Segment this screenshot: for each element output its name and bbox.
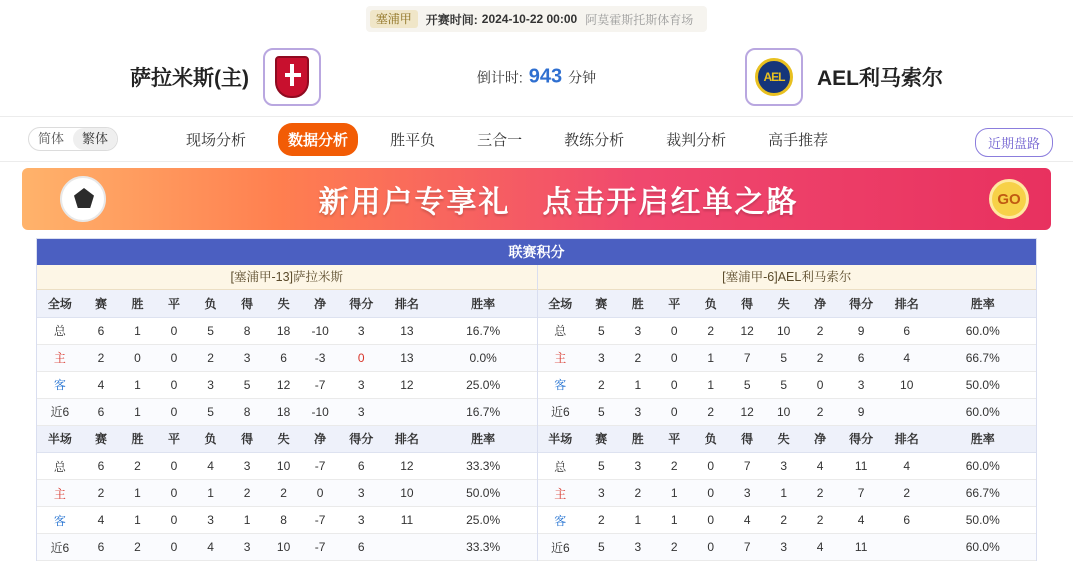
cell: 0 <box>156 507 193 534</box>
cell: 6 <box>338 453 384 480</box>
th-scope: 半场 <box>538 426 584 453</box>
cell: 2 <box>802 398 838 425</box>
cell-scope: 近6 <box>538 398 584 425</box>
cell: 10 <box>884 371 930 398</box>
cell: 5 <box>583 453 619 480</box>
table-row <box>37 317 537 344</box>
th-goals-against: 失 <box>765 426 801 453</box>
countdown-value: 943 <box>528 65 563 88</box>
cell: 6 <box>83 453 120 480</box>
promo-go-button[interactable]: GO <box>989 179 1029 219</box>
cell: 1 <box>119 507 156 534</box>
th-goals-for: 得 <box>229 290 266 317</box>
cell: 5 <box>192 398 229 425</box>
cell: 2 <box>802 344 838 371</box>
cell: 3 <box>583 480 619 507</box>
lang-traditional[interactable]: 繁体 <box>73 128 117 150</box>
cell: 7 <box>729 453 765 480</box>
th-goal-diff: 净 <box>302 426 339 453</box>
tab-win-draw-lose[interactable]: 胜平负 <box>390 131 436 149</box>
cell: 1 <box>692 344 728 371</box>
th-played: 赛 <box>83 426 120 453</box>
th-winrate: 胜率 <box>930 290 1036 317</box>
tab-live-analysis[interactable]: 现场分析 <box>186 131 247 149</box>
home-team-badge-icon <box>263 48 321 106</box>
language-toggle[interactable] <box>28 127 118 151</box>
nav-items <box>176 123 838 156</box>
tab-expert-picks[interactable]: 高手推荐 <box>768 131 829 149</box>
cell-scope: 主 <box>37 344 83 371</box>
tab-referee-analysis[interactable]: 裁判分析 <box>666 131 727 149</box>
cell: 1 <box>656 507 692 534</box>
cell: 1 <box>119 480 156 507</box>
cell: 2 <box>656 534 692 561</box>
cell: 0 <box>338 344 384 371</box>
cell: 4 <box>192 534 229 561</box>
cell-scope: 近6 <box>538 534 584 561</box>
table-row <box>538 534 1037 561</box>
cell: 6 <box>83 534 120 561</box>
league-tag: 塞浦甲 <box>370 10 418 28</box>
th-rank: 排名 <box>884 290 930 317</box>
th-played: 赛 <box>583 426 619 453</box>
soccer-ball-icon <box>60 176 106 222</box>
cell: 0 <box>656 371 692 398</box>
th-goals-for: 得 <box>729 290 765 317</box>
cell: 3 <box>620 317 656 344</box>
cell: 4 <box>83 371 120 398</box>
cell: 10 <box>265 453 302 480</box>
cell: 5 <box>729 371 765 398</box>
recent-odds-button[interactable]: 近期盘路 <box>975 128 1053 157</box>
away-halftime-table <box>538 426 1037 562</box>
table-row <box>538 453 1037 480</box>
promo-banner[interactable] <box>22 168 1051 230</box>
cell: 4 <box>802 534 838 561</box>
cell: 6 <box>338 534 384 561</box>
cell: 4 <box>884 344 930 371</box>
cell: 2 <box>802 480 838 507</box>
home-team-name: 萨拉米斯(主) <box>130 67 249 90</box>
cell: 8 <box>229 398 266 425</box>
match-info-pill <box>366 6 707 32</box>
cell: 25.0% <box>430 371 537 398</box>
cell: 10 <box>765 398 801 425</box>
cell: 4 <box>192 453 229 480</box>
cell <box>384 534 430 561</box>
th-played: 赛 <box>583 290 619 317</box>
cell: 13 <box>384 317 430 344</box>
cell <box>384 398 430 425</box>
cell: 3 <box>192 507 229 534</box>
cell: 3 <box>229 534 266 561</box>
cell: 0 <box>156 317 193 344</box>
cell: 60.0% <box>930 398 1036 425</box>
cell <box>884 398 930 425</box>
cell: 2 <box>583 371 619 398</box>
lang-simplified[interactable]: 简体 <box>38 131 65 146</box>
cell: 0 <box>156 371 193 398</box>
cell: 12 <box>384 453 430 480</box>
th-goals-against: 失 <box>265 426 302 453</box>
cell-scope: 总 <box>37 317 83 344</box>
table-row <box>538 371 1037 398</box>
cell: -3 <box>302 344 339 371</box>
cell: 6 <box>884 507 930 534</box>
cell-scope: 主 <box>538 480 584 507</box>
cell: 6 <box>884 317 930 344</box>
th-rank: 排名 <box>384 426 430 453</box>
cell: -10 <box>302 317 339 344</box>
cell: 3 <box>338 480 384 507</box>
cell: 50.0% <box>930 507 1036 534</box>
cell <box>884 534 930 561</box>
th-rank: 排名 <box>384 290 430 317</box>
cell: 7 <box>729 344 765 371</box>
cell: 66.7% <box>930 344 1036 371</box>
table-row <box>538 398 1037 425</box>
cell: 10 <box>384 480 430 507</box>
cell: 66.7% <box>930 480 1036 507</box>
cell: 2 <box>692 398 728 425</box>
standings-split <box>37 265 1036 561</box>
cell: 0 <box>156 398 193 425</box>
countdown-unit: 分钟 <box>568 69 597 86</box>
cell: 50.0% <box>430 480 537 507</box>
cell: 0 <box>656 344 692 371</box>
cell: 3 <box>765 453 801 480</box>
th-points: 得分 <box>838 290 884 317</box>
cell: 2 <box>583 507 619 534</box>
cell-scope: 总 <box>538 453 584 480</box>
cell-scope: 客 <box>37 371 83 398</box>
cell: 2 <box>802 507 838 534</box>
kickoff-time: 2024-10-22 00:00 <box>481 12 578 26</box>
cell: 1 <box>620 371 656 398</box>
cell: 3 <box>229 344 266 371</box>
cell: 50.0% <box>930 371 1036 398</box>
cell-scope: 总 <box>538 317 584 344</box>
th-rank: 排名 <box>884 426 930 453</box>
th-win: 胜 <box>119 290 156 317</box>
th-draw: 平 <box>156 290 193 317</box>
cell: 3 <box>729 480 765 507</box>
away-team[interactable] <box>745 48 943 106</box>
th-lose: 负 <box>692 426 728 453</box>
cell: 0 <box>692 507 728 534</box>
cell: -7 <box>302 371 339 398</box>
cell: 5 <box>229 371 266 398</box>
table-row <box>37 534 537 561</box>
th-goal-diff: 净 <box>802 426 838 453</box>
cell: 10 <box>265 534 302 561</box>
cell: -7 <box>302 453 339 480</box>
table-row <box>37 507 537 534</box>
cell: 0 <box>156 534 193 561</box>
cell: 33.3% <box>430 453 537 480</box>
cell: 12 <box>729 317 765 344</box>
cell: 7 <box>838 480 884 507</box>
cell: 9 <box>838 317 884 344</box>
cell: 6 <box>838 344 884 371</box>
th-win: 胜 <box>620 426 656 453</box>
teams-header <box>0 38 1073 116</box>
cell: 2 <box>802 317 838 344</box>
th-played: 赛 <box>83 290 120 317</box>
th-lose: 负 <box>692 290 728 317</box>
cell: 5 <box>583 534 619 561</box>
cell: 0 <box>119 344 156 371</box>
th-points: 得分 <box>338 426 384 453</box>
cell: 12 <box>265 371 302 398</box>
cell: 2 <box>119 453 156 480</box>
th-lose: 负 <box>192 426 229 453</box>
home-halftime-table <box>37 426 537 562</box>
table-row <box>37 480 537 507</box>
cell: 2 <box>83 480 120 507</box>
countdown <box>477 66 596 89</box>
th-scope: 全场 <box>37 290 83 317</box>
cell: 11 <box>384 507 430 534</box>
cell: 2 <box>229 480 266 507</box>
cell: 0 <box>302 480 339 507</box>
cell: 5 <box>765 371 801 398</box>
th-win: 胜 <box>620 290 656 317</box>
cell: -10 <box>302 398 339 425</box>
cell: 16.7% <box>430 398 537 425</box>
cell: 3 <box>338 371 384 398</box>
table-row <box>37 453 537 480</box>
cell-scope: 主 <box>37 480 83 507</box>
th-draw: 平 <box>656 290 692 317</box>
table-header-row <box>538 426 1037 453</box>
cell: 12 <box>729 398 765 425</box>
table-row <box>538 507 1037 534</box>
th-goal-diff: 净 <box>802 290 838 317</box>
cell: 60.0% <box>930 453 1036 480</box>
cell: 9 <box>838 398 884 425</box>
cell: 12 <box>384 371 430 398</box>
cell: 3 <box>338 398 384 425</box>
th-win: 胜 <box>119 426 156 453</box>
cell: 2 <box>765 507 801 534</box>
standings-title: 联赛积分 <box>37 239 1036 265</box>
cell: 2 <box>884 480 930 507</box>
cell: 2 <box>119 534 156 561</box>
cell: 5 <box>583 317 619 344</box>
match-info-bar <box>0 0 1073 38</box>
cell: 1 <box>119 398 156 425</box>
cell-scope: 客 <box>37 507 83 534</box>
tab-data-analysis[interactable]: 数据分析 <box>278 123 358 156</box>
cell: 1 <box>765 480 801 507</box>
th-goal-diff: 净 <box>302 290 339 317</box>
cell: 4 <box>838 507 884 534</box>
table-row <box>37 371 537 398</box>
cell: 3 <box>192 371 229 398</box>
cell: 7 <box>729 534 765 561</box>
cell: 3 <box>620 398 656 425</box>
cell: 0 <box>656 398 692 425</box>
home-team[interactable] <box>130 48 321 106</box>
home-standings <box>37 265 537 561</box>
cell: 5 <box>583 398 619 425</box>
cell: 3 <box>229 453 266 480</box>
away-fulltime-table <box>538 290 1037 426</box>
cell: 11 <box>838 534 884 561</box>
table-row <box>538 344 1037 371</box>
cell: 2 <box>265 480 302 507</box>
cell-scope: 客 <box>538 371 584 398</box>
cell: 10 <box>765 317 801 344</box>
cell: 0 <box>692 534 728 561</box>
cell: 3 <box>338 317 384 344</box>
cell: 6 <box>265 344 302 371</box>
cell: 6 <box>83 398 120 425</box>
cell: 3 <box>838 371 884 398</box>
away-standings-caption: [塞浦甲-6]AEL利马索尔 <box>538 265 1037 290</box>
cell: 0 <box>156 453 193 480</box>
away-standings <box>537 265 1037 561</box>
tab-three-in-one[interactable]: 三合一 <box>477 131 523 149</box>
cell-scope: 总 <box>37 453 83 480</box>
cell: 1 <box>692 371 728 398</box>
th-points: 得分 <box>838 426 884 453</box>
cell: 5 <box>192 317 229 344</box>
away-crest-shape: AEL <box>755 58 793 96</box>
stadium-name: 阿莫霍斯托斯体育场 <box>585 12 694 27</box>
th-lose: 负 <box>192 290 229 317</box>
cell: 0 <box>656 317 692 344</box>
cell: -7 <box>302 534 339 561</box>
cell: 13 <box>384 344 430 371</box>
table-row <box>538 317 1037 344</box>
cell: 2 <box>83 344 120 371</box>
cell: 8 <box>229 317 266 344</box>
cell: 0.0% <box>430 344 537 371</box>
cell: 16.7% <box>430 317 537 344</box>
table-header-row <box>538 290 1037 317</box>
cell: 2 <box>620 344 656 371</box>
away-team-name: AEL利马索尔 <box>817 67 943 90</box>
cell: 3 <box>620 453 656 480</box>
th-winrate: 胜率 <box>430 426 537 453</box>
home-standings-caption: [塞浦甲-13]萨拉米斯 <box>37 265 537 290</box>
cell: 18 <box>265 317 302 344</box>
cell: 1 <box>119 317 156 344</box>
cell: 60.0% <box>930 317 1036 344</box>
away-team-badge-icon <box>745 48 803 106</box>
th-draw: 平 <box>156 426 193 453</box>
cell: 11 <box>838 453 884 480</box>
cell: -7 <box>302 507 339 534</box>
th-winrate: 胜率 <box>430 290 537 317</box>
cell: 0 <box>802 371 838 398</box>
th-scope: 全场 <box>538 290 584 317</box>
cell: 3 <box>338 507 384 534</box>
cell-scope: 近6 <box>37 534 83 561</box>
home-fulltime-table <box>37 290 537 426</box>
cell: 4 <box>729 507 765 534</box>
th-goals-against: 失 <box>265 290 302 317</box>
cell-scope: 近6 <box>37 398 83 425</box>
th-draw: 平 <box>656 426 692 453</box>
cell: 4 <box>802 453 838 480</box>
th-scope: 半场 <box>37 426 83 453</box>
th-goals-for: 得 <box>729 426 765 453</box>
cell: 1 <box>119 371 156 398</box>
table-row <box>538 480 1037 507</box>
cell: 60.0% <box>930 534 1036 561</box>
cell: 2 <box>692 317 728 344</box>
th-goals-for: 得 <box>229 426 266 453</box>
cell: 1 <box>656 480 692 507</box>
cell-scope: 客 <box>538 507 584 534</box>
promo-banner-text: 新用户专享礼 点击开启红单之路 <box>318 186 799 219</box>
table-header-row <box>37 290 537 317</box>
kickoff-label: 开赛时间: <box>425 12 478 27</box>
cell: 18 <box>265 398 302 425</box>
cell: 4 <box>83 507 120 534</box>
cell: 1 <box>620 507 656 534</box>
table-row <box>37 344 537 371</box>
cell-scope: 主 <box>538 344 584 371</box>
standings-section <box>36 238 1037 561</box>
cell: 3 <box>765 534 801 561</box>
cell: 0 <box>692 480 728 507</box>
cell: 0 <box>156 344 193 371</box>
cell: 6 <box>83 317 120 344</box>
cell: 1 <box>192 480 229 507</box>
countdown-label: 倒计时: <box>476 69 523 86</box>
cell: 0 <box>156 480 193 507</box>
home-crest-shape <box>275 56 309 98</box>
cell: 1 <box>229 507 266 534</box>
main-nav <box>0 116 1073 162</box>
cell: 0 <box>692 453 728 480</box>
cell: 33.3% <box>430 534 537 561</box>
table-header-row <box>37 426 537 453</box>
cell: 2 <box>620 480 656 507</box>
cell: 8 <box>265 507 302 534</box>
table-row <box>37 398 537 425</box>
cell: 2 <box>192 344 229 371</box>
cell: 2 <box>656 453 692 480</box>
th-winrate: 胜率 <box>930 426 1036 453</box>
th-goals-against: 失 <box>765 290 801 317</box>
cell: 4 <box>884 453 930 480</box>
th-points: 得分 <box>338 290 384 317</box>
cell: 3 <box>620 534 656 561</box>
cell: 3 <box>583 344 619 371</box>
cell: 25.0% <box>430 507 537 534</box>
cell: 5 <box>765 344 801 371</box>
tab-coach-analysis[interactable]: 教练分析 <box>564 131 625 149</box>
